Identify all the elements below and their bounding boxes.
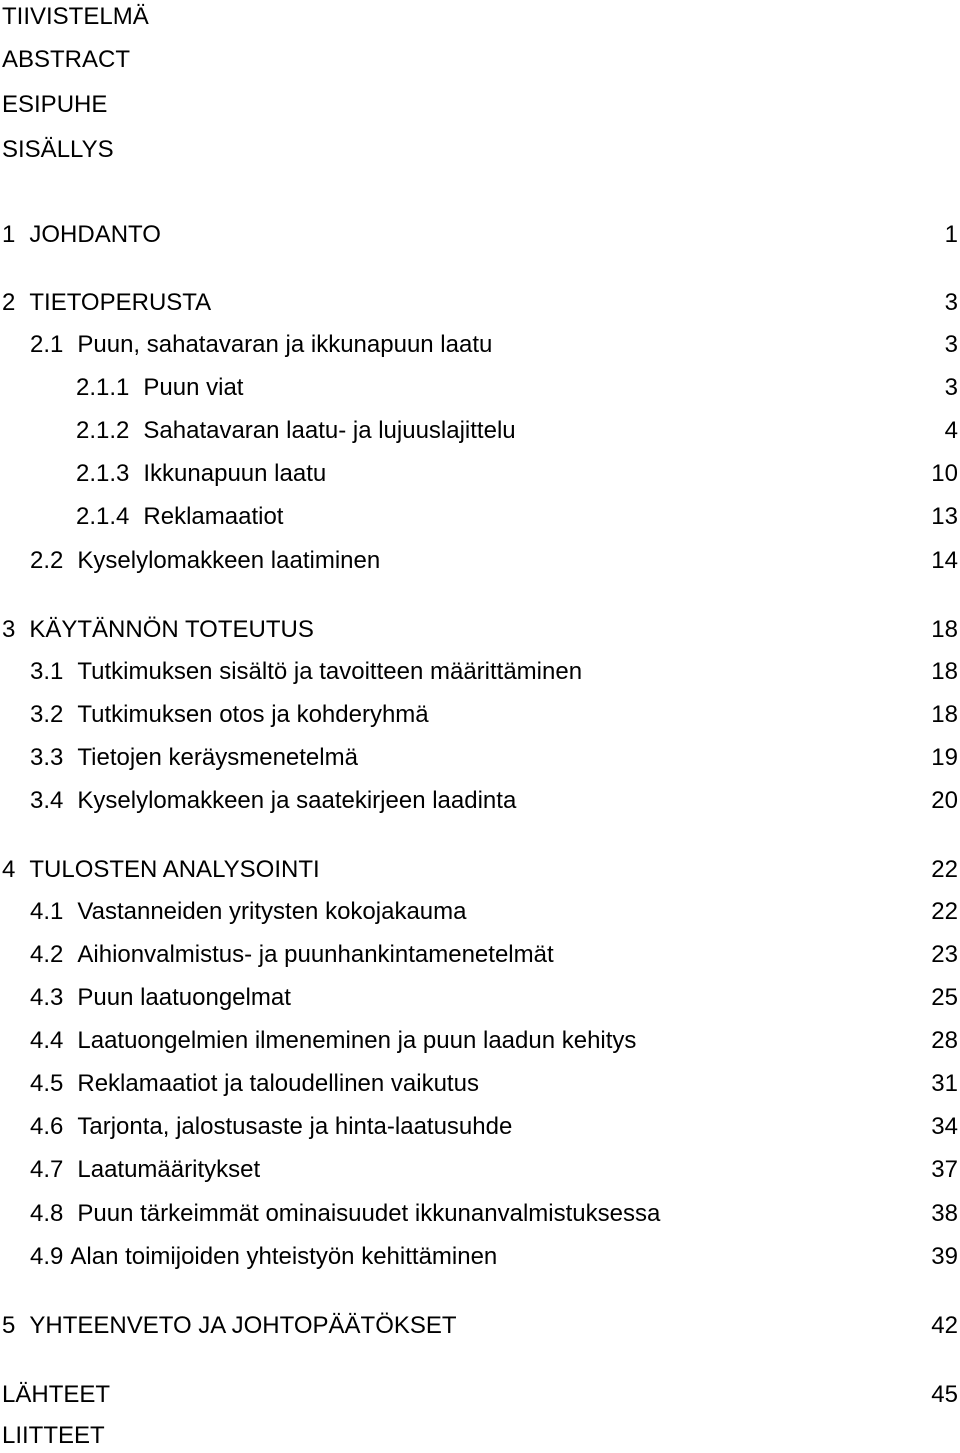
toc-entry-4-6	[0, 1110, 960, 1144]
toc-number: 4.8	[30, 1200, 64, 1227]
toc-entry-2-1-4	[0, 500, 960, 534]
toc-title: Laatuongelmien ilmeneminen ja puun laadun kehitys	[77, 1027, 637, 1054]
toc-page: 25	[931, 984, 958, 1011]
toc-title: Ikkunapuun laatu	[143, 460, 327, 487]
toc-page: 38	[931, 1200, 958, 1227]
toc-entry-3-2	[0, 698, 960, 732]
toc-number: 2.1.3	[76, 460, 130, 487]
toc-page: 18	[931, 616, 958, 643]
toc-page: 45	[931, 1381, 958, 1408]
toc-page: 4	[944, 417, 958, 444]
toc-entry-5	[0, 1309, 960, 1343]
toc-number: 5	[2, 1312, 16, 1339]
toc-page: 14	[931, 547, 958, 574]
toc-title: KÄYTÄNNÖN TOTEUTUS	[29, 616, 314, 643]
toc-title: Tarjonta, jalostusaste ja hinta-laatusuhde	[77, 1113, 513, 1140]
toc-entry-4	[0, 853, 960, 887]
toc-page: 42	[931, 1312, 958, 1339]
toc-title: LÄHTEET	[2, 1381, 111, 1408]
toc-entry-4-3	[0, 981, 960, 1015]
toc-entry-4-1	[0, 895, 960, 929]
toc-title: Kyselylomakkeen laatiminen	[77, 547, 381, 574]
toc-page: 28	[931, 1027, 958, 1054]
front-matter-tiivistelma	[0, 0, 960, 34]
toc-page: 3	[944, 331, 958, 358]
toc-title: Tutkimuksen sisältö ja tavoitteen määrittäminen	[77, 658, 583, 685]
toc-entry-2-1	[0, 328, 960, 362]
toc-number: 3.2	[30, 701, 64, 728]
toc-entry-3-4	[0, 784, 960, 818]
toc-page: 3	[944, 289, 958, 316]
toc-entry-3-3	[0, 741, 960, 775]
toc-title: LIITTEET	[2, 1422, 105, 1449]
toc-entry-4-8	[0, 1197, 960, 1231]
toc-number: 3.4	[30, 787, 64, 814]
toc-page: 20	[931, 787, 958, 814]
toc-entry-4-2	[0, 938, 960, 972]
toc-page: 31	[931, 1070, 958, 1097]
toc-number: 3.3	[30, 744, 64, 771]
toc-entry-4-7	[0, 1153, 960, 1187]
toc-entry-2-1-3	[0, 457, 960, 491]
toc-page: 22	[931, 898, 958, 925]
toc-page: 23	[931, 941, 958, 968]
toc-title: JOHDANTO	[29, 221, 161, 248]
toc-page: 18	[931, 658, 958, 685]
toc-number: 2.1.2	[76, 417, 130, 444]
toc-number: 4.2	[30, 941, 64, 968]
toc-page: 39	[931, 1243, 958, 1270]
toc-title: Aihionvalmistus- ja puunhankintamenetelmät	[77, 941, 554, 968]
toc-title: YHTEENVETO JA JOHTOPÄÄTÖKSET	[29, 1312, 457, 1339]
toc-entry-2-1-2	[0, 414, 960, 448]
toc-page: 13	[931, 503, 958, 530]
toc-page: 3	[944, 374, 958, 401]
toc-number: 4.6	[30, 1113, 64, 1140]
back-matter-lahteet	[0, 1378, 960, 1412]
toc-title: Puun laatuongelmat	[77, 984, 291, 1011]
toc-title: Tutkimuksen otos ja kohderyhmä	[77, 701, 429, 728]
toc-title: Tietojen keräysmenetelmä	[77, 744, 358, 771]
front-matter-sisallys	[0, 133, 960, 167]
toc-title: Puun, sahatavaran ja ikkunapuun laatu	[77, 331, 493, 358]
toc-number: 4.3	[30, 984, 64, 1011]
toc-number: 2	[2, 289, 16, 316]
toc-entry-2-1-1	[0, 371, 960, 405]
toc-number: 4	[2, 856, 16, 883]
toc-number: 4.9	[30, 1243, 64, 1270]
toc-title: Reklamaatiot ja taloudellinen vaikutus	[77, 1070, 479, 1097]
toc-title: Sahatavaran laatu- ja lujuuslajittelu	[143, 417, 516, 444]
toc-title: Alan toimijoiden yhteistyön kehittäminen	[70, 1243, 498, 1270]
toc-entry-2	[0, 286, 960, 320]
back-matter-liitteet	[0, 1419, 960, 1453]
toc-page: 18	[931, 701, 958, 728]
toc-page: 19	[931, 744, 958, 771]
toc-title: TIIVISTELMÄ	[2, 3, 149, 30]
toc-entry-4-4	[0, 1024, 960, 1058]
toc-title: Vastanneiden yritysten kokojakauma	[77, 898, 467, 925]
toc-entry-3	[0, 613, 960, 647]
toc-number: 2.1.4	[76, 503, 130, 530]
toc-entry-2-2	[0, 544, 960, 578]
toc-page: 34	[931, 1113, 958, 1140]
toc-title: TULOSTEN ANALYSOINTI	[29, 856, 320, 883]
toc-title: ABSTRACT	[2, 46, 131, 73]
toc-title: Puun viat	[143, 374, 244, 401]
toc-number: 4.4	[30, 1027, 64, 1054]
toc-title: Reklamaatiot	[143, 503, 284, 530]
toc-number: 3	[2, 616, 16, 643]
toc-entry-4-9	[0, 1240, 960, 1274]
toc-page: 1	[944, 221, 958, 248]
toc-page: 10	[931, 460, 958, 487]
toc-page: 22	[931, 856, 958, 883]
toc-title: Puun tärkeimmät ominaisuudet ikkunanvalmistuksessa	[77, 1200, 661, 1227]
front-matter-abstract	[0, 43, 960, 77]
toc-entry-3-1	[0, 655, 960, 689]
toc-number: 2.1	[30, 331, 64, 358]
toc-number: 1	[2, 221, 16, 248]
toc-number: 2.1.1	[76, 374, 130, 401]
toc-title: SISÄLLYS	[2, 136, 114, 163]
toc-number: 2.2	[30, 547, 64, 574]
toc-number: 4.7	[30, 1156, 64, 1183]
toc-title: Laatumääritykset	[77, 1156, 261, 1183]
toc-number: 4.1	[30, 898, 64, 925]
toc-entry-4-5	[0, 1067, 960, 1101]
toc-title: Kyselylomakkeen ja saatekirjeen laadinta	[77, 787, 517, 814]
toc-number: 3.1	[30, 658, 64, 685]
toc-entry-1	[0, 218, 960, 252]
toc-title: TIETOPERUSTA	[29, 289, 212, 316]
toc-number: 4.5	[30, 1070, 64, 1097]
toc-title: ESIPUHE	[2, 91, 108, 118]
front-matter-esipuhe	[0, 88, 960, 122]
toc-page: 37	[931, 1156, 958, 1183]
